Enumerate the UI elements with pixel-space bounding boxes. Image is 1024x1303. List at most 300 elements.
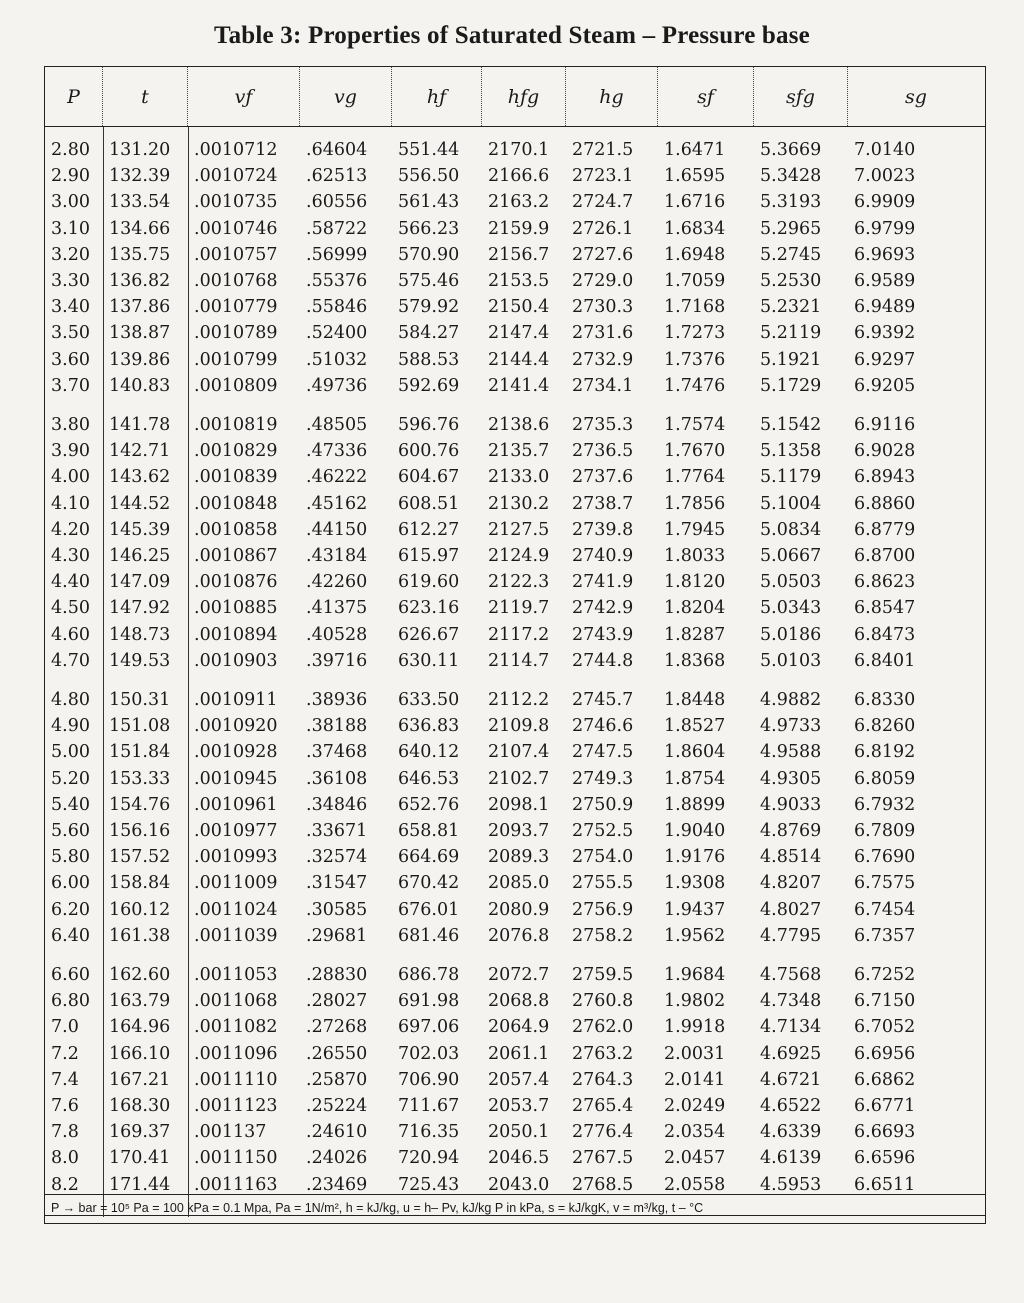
table-cell: 2768.5: [572, 1174, 634, 1195]
table-cell: 6.8330: [854, 690, 916, 710]
table-cell: 2736.5: [572, 441, 634, 462]
table-cell: .0010768: [194, 270, 278, 291]
table-body: [45, 127, 985, 1217]
table-cell: 6.7454: [854, 899, 916, 920]
table-cell: 2.0354: [664, 1122, 726, 1143]
table-cell: 132.39: [109, 166, 171, 187]
table-cell: 584.27: [398, 323, 460, 344]
table-cell: 1.6948: [664, 244, 726, 265]
table-cell: .0010819: [194, 415, 278, 435]
table-cell: .44150: [306, 519, 368, 540]
table-cell: 146.25: [109, 545, 171, 566]
table-row: [45, 792, 985, 818]
table-cell: 170.41: [109, 1148, 171, 1169]
table-cell: 6.8401: [854, 650, 916, 671]
table-cell: 6.8779: [854, 519, 916, 540]
table-cell: 2721.5: [572, 140, 634, 160]
table-cell: 4.80: [51, 690, 90, 710]
table-cell: 158.84: [109, 873, 171, 894]
table-cell: 2754.0: [572, 847, 634, 868]
table-row: [45, 1067, 985, 1093]
table-cell: .46222: [306, 467, 368, 488]
table-cell: 143.62: [109, 467, 171, 488]
table-cell: 2135.7: [488, 441, 550, 462]
table-cell: 1.7476: [664, 375, 726, 396]
table-cell: 6.6956: [854, 1043, 916, 1064]
table-cell: 2109.8: [488, 716, 550, 737]
table-header-row: [45, 67, 985, 127]
table-cell: 6.8860: [854, 493, 916, 514]
table-cell: .0010993: [194, 847, 278, 868]
table-cell: 2.90: [51, 166, 90, 187]
table-cell: 6.6596: [854, 1148, 916, 1169]
table-cell: 2764.3: [572, 1069, 634, 1090]
table-cell: 167.21: [109, 1069, 171, 1090]
table-cell: .0011068: [194, 991, 278, 1012]
table-cell: 141.78: [109, 415, 171, 435]
table-cell: 6.9589: [854, 270, 916, 291]
table-cell: 150.31: [109, 690, 171, 710]
table-cell: 2745.7: [572, 690, 634, 710]
table-cell: 5.0503: [760, 572, 822, 593]
table-cell: .28830: [306, 965, 368, 985]
table-cell: 4.7795: [760, 925, 822, 946]
table-cell: 640.12: [398, 742, 460, 763]
table-cell: 7.8: [51, 1122, 79, 1143]
table-row: [45, 1119, 985, 1145]
table-cell: 2767.5: [572, 1148, 634, 1169]
table-cell: 6.6693: [854, 1122, 916, 1143]
table-cell: 4.8514: [760, 847, 822, 868]
table-cell: 2760.8: [572, 991, 634, 1012]
table-cell: 1.8033: [664, 545, 726, 566]
table-cell: 2046.5: [488, 1148, 550, 1169]
table-cell: .28027: [306, 991, 368, 1012]
table-cell: 2776.4: [572, 1122, 634, 1143]
table-cell: .0011053: [194, 965, 278, 985]
table-cell: 2144.4: [488, 349, 550, 370]
table-cell: 5.1542: [760, 415, 822, 435]
table-cell: 2085.0: [488, 873, 550, 894]
table-row: [45, 320, 985, 346]
table-cell: .0011110: [194, 1069, 278, 1090]
table-cell: .56999: [306, 244, 368, 265]
table-cell: 2752.5: [572, 820, 634, 841]
table-cell: 2734.1: [572, 375, 634, 396]
table-cell: 2.0141: [664, 1069, 726, 1090]
table-cell: 2762.0: [572, 1017, 634, 1038]
table-cell: 6.20: [51, 899, 90, 920]
table-cell: 615.97: [398, 545, 460, 566]
table-cell: 3.10: [51, 218, 90, 239]
column-header: vƒ: [188, 67, 300, 126]
table-cell: 3.60: [51, 349, 90, 370]
table-cell: 681.46: [398, 925, 460, 946]
table-cell: 161.38: [109, 925, 171, 946]
table-cell: .0010735: [194, 192, 278, 213]
table-cell: .36108: [306, 768, 368, 789]
table-row: [45, 517, 985, 543]
table-row: [45, 268, 985, 294]
table-cell: 676.01: [398, 899, 460, 920]
table-cell: 6.60: [51, 965, 90, 985]
table-cell: 2159.9: [488, 218, 550, 239]
table-cell: 633.50: [398, 690, 460, 710]
table-cell: 144.52: [109, 493, 171, 514]
table-cell: 1.8899: [664, 794, 726, 815]
table-row: [45, 1145, 985, 1171]
table-row: [45, 648, 985, 674]
table-cell: 8.2: [51, 1174, 79, 1195]
table-cell: 4.8207: [760, 873, 822, 894]
table-cell: 592.69: [398, 375, 460, 396]
table-cell: .58722: [306, 218, 368, 239]
table-row: [45, 1093, 985, 1119]
table-cell: 6.8059: [854, 768, 916, 789]
table-cell: 5.2530: [760, 270, 822, 291]
table-cell: 5.2321: [760, 297, 822, 318]
table-cell: 652.76: [398, 794, 460, 815]
table-cell: 2098.1: [488, 794, 550, 815]
table-cell: 612.27: [398, 519, 460, 540]
row-group: [45, 137, 985, 399]
table-cell: 1.7059: [664, 270, 726, 291]
column-header: hg: [566, 67, 658, 126]
table-cell: .43184: [306, 545, 368, 566]
table-cell: 2130.2: [488, 493, 550, 514]
table-cell: 7.0140: [854, 140, 916, 160]
table-cell: .26550: [306, 1043, 368, 1064]
table-cell: 1.9918: [664, 1017, 726, 1038]
table-cell: 148.73: [109, 624, 171, 645]
table-row: [45, 962, 985, 988]
table-cell: 702.03: [398, 1043, 460, 1064]
table-row: [45, 713, 985, 739]
table-cell: 1.9040: [664, 820, 726, 841]
table-cell: 1.6716: [664, 192, 726, 213]
table-cell: 2749.3: [572, 768, 634, 789]
table-cell: 2089.3: [488, 847, 550, 868]
table-cell: 2756.9: [572, 899, 634, 920]
table-row: [45, 137, 985, 163]
table-cell: .0010911: [194, 690, 278, 710]
table-cell: 551.44: [398, 140, 460, 160]
table-cell: 3.70: [51, 375, 90, 396]
table-cell: 1.9684: [664, 965, 726, 985]
table-row: [45, 897, 985, 923]
table-cell: .60556: [306, 192, 368, 213]
table-cell: 4.9033: [760, 794, 822, 815]
table-cell: 5.80: [51, 847, 90, 868]
table-cell: 2741.9: [572, 572, 634, 593]
table-cell: 2742.9: [572, 598, 634, 619]
table-cell: .0011150: [194, 1148, 278, 1169]
table-cell: 596.76: [398, 415, 460, 435]
table-cell: 6.9297: [854, 349, 916, 370]
table-cell: 6.80: [51, 991, 90, 1012]
table-cell: 6.8943: [854, 467, 916, 488]
table-cell: 604.67: [398, 467, 460, 488]
table-row: [45, 870, 985, 896]
table-cell: 2141.4: [488, 375, 550, 396]
table-cell: 2737.6: [572, 467, 634, 488]
table-cell: 2163.2: [488, 192, 550, 213]
table-cell: 600.76: [398, 441, 460, 462]
table-cell: .0011082: [194, 1017, 278, 1038]
table-cell: 2.0249: [664, 1095, 726, 1116]
table-cell: 139.86: [109, 349, 171, 370]
table-cell: 2750.9: [572, 794, 634, 815]
table-cell: 720.94: [398, 1148, 460, 1169]
table-cell: 6.9028: [854, 441, 916, 462]
table-cell: .41375: [306, 598, 368, 619]
table-cell: .64604: [306, 140, 368, 160]
table-cell: 6.9693: [854, 244, 916, 265]
table-row: [45, 491, 985, 517]
table-cell: 4.30: [51, 545, 90, 566]
table-cell: 3.00: [51, 192, 90, 213]
table-cell: 1.9437: [664, 899, 726, 920]
table-cell: 1.9308: [664, 873, 726, 894]
table-cell: 636.83: [398, 716, 460, 737]
table-cell: 2727.6: [572, 244, 634, 265]
table-cell: .24610: [306, 1122, 368, 1143]
table-cell: 697.06: [398, 1017, 460, 1038]
column-header: sg: [905, 85, 927, 108]
table-cell: 163.79: [109, 991, 171, 1012]
table-cell: .0010724: [194, 166, 278, 187]
table-cell: 2057.4: [488, 1069, 550, 1090]
table-cell: 2.0031: [664, 1043, 726, 1064]
table-cell: 6.6511: [854, 1174, 916, 1195]
table-row: [45, 412, 985, 438]
table-cell: 4.6721: [760, 1069, 822, 1090]
table-cell: 2150.4: [488, 297, 550, 318]
table-cell: 2127.5: [488, 519, 550, 540]
table-cell: 556.50: [398, 166, 460, 187]
table-cell: 2759.5: [572, 965, 634, 985]
table-cell: .42260: [306, 572, 368, 593]
table-cell: .0010920: [194, 716, 278, 737]
table-cell: 1.7168: [664, 297, 726, 318]
table-cell: 2114.7: [488, 650, 550, 671]
table-cell: 6.7575: [854, 873, 916, 894]
table-cell: 2726.1: [572, 218, 634, 239]
table-cell: 2053.7: [488, 1095, 550, 1116]
table-cell: 1.9802: [664, 991, 726, 1012]
table-cell: 1.9562: [664, 925, 726, 946]
table-cell: .39716: [306, 650, 368, 671]
table-cell: .0011024: [194, 899, 278, 920]
table-row: [45, 818, 985, 844]
table-row: [45, 438, 985, 464]
table-cell: .55376: [306, 270, 368, 291]
table-cell: 4.9588: [760, 742, 822, 763]
row-group: [45, 412, 985, 674]
table-cell: 142.71: [109, 441, 171, 462]
table-cell: .0010867: [194, 545, 278, 566]
table-row: [45, 844, 985, 870]
table-cell: 7.0: [51, 1017, 79, 1038]
table-row: [45, 1041, 985, 1067]
table-cell: .0010789: [194, 323, 278, 344]
table-cell: 2758.2: [572, 925, 634, 946]
table-cell: 4.6139: [760, 1148, 822, 1169]
table-cell: 138.87: [109, 323, 171, 344]
table-cell: 140.83: [109, 375, 171, 396]
table-cell: 137.86: [109, 297, 171, 318]
table-row: [45, 622, 985, 648]
table-cell: 1.6471: [664, 140, 726, 160]
table-cell: 6.6862: [854, 1069, 916, 1090]
table-cell: 5.00: [51, 742, 90, 763]
table-cell: 3.50: [51, 323, 90, 344]
steam-table: [44, 66, 986, 1216]
table-cell: 2730.3: [572, 297, 634, 318]
table-cell: .48505: [306, 415, 368, 435]
table-cell: .33671: [306, 820, 368, 841]
table-cell: 5.0667: [760, 545, 822, 566]
table-cell: 3.30: [51, 270, 90, 291]
table-cell: 154.76: [109, 794, 171, 815]
table-cell: 1.8754: [664, 768, 726, 789]
table-cell: 6.9205: [854, 375, 916, 396]
table-cell: .30585: [306, 899, 368, 920]
table-cell: 1.8368: [664, 650, 726, 671]
table-cell: 164.96: [109, 1017, 171, 1038]
table-cell: 6.8260: [854, 716, 916, 737]
table-cell: 5.2965: [760, 218, 822, 239]
table-cell: 2076.8: [488, 925, 550, 946]
table-row: [45, 569, 985, 595]
table-cell: 646.53: [398, 768, 460, 789]
table-cell: 5.3193: [760, 192, 822, 213]
table-cell: 2738.7: [572, 493, 634, 514]
table-cell: 2724.7: [572, 192, 634, 213]
table-row: [45, 766, 985, 792]
table-cell: .0011009: [194, 873, 278, 894]
table-cell: 160.12: [109, 899, 171, 920]
table-cell: .0010876: [194, 572, 278, 593]
table-cell: 4.90: [51, 716, 90, 737]
table-cell: 8.0: [51, 1148, 79, 1169]
table-cell: 2138.6: [488, 415, 550, 435]
row-group: [45, 687, 985, 949]
table-cell: 162.60: [109, 965, 171, 985]
table-cell: 3.90: [51, 441, 90, 462]
table-cell: .0011096: [194, 1043, 278, 1064]
table-cell: .0010809: [194, 375, 278, 396]
table-cell: 6.00: [51, 873, 90, 894]
table-cell: 6.7357: [854, 925, 916, 946]
table-cell: .0010829: [194, 441, 278, 462]
table-cell: 6.9909: [854, 192, 916, 213]
table-row: [45, 1014, 985, 1040]
table-cell: .29681: [306, 925, 368, 946]
table-cell: 2147.4: [488, 323, 550, 344]
table-cell: 157.52: [109, 847, 171, 868]
table-cell: 2735.3: [572, 415, 634, 435]
table-cell: 4.9305: [760, 768, 822, 789]
table-cell: 136.82: [109, 270, 171, 291]
table-cell: 664.69: [398, 847, 460, 868]
table-cell: 147.92: [109, 598, 171, 619]
table-cell: 623.16: [398, 598, 460, 619]
table-row: [45, 543, 985, 569]
table-row: [45, 923, 985, 949]
table-cell: 1.8204: [664, 598, 726, 619]
table-cell: 1.7574: [664, 415, 726, 435]
table-cell: 169.37: [109, 1122, 171, 1143]
table-cell: 575.46: [398, 270, 460, 291]
table-cell: 5.60: [51, 820, 90, 841]
table-cell: 6.9799: [854, 218, 916, 239]
table-cell: 2102.7: [488, 768, 550, 789]
table-cell: 2.0558: [664, 1174, 726, 1195]
table-cell: 6.8623: [854, 572, 916, 593]
table-cell: 6.7690: [854, 847, 916, 868]
table-cell: 6.7150: [854, 991, 916, 1012]
table-cell: .45162: [306, 493, 368, 514]
table-cell: 7.2: [51, 1043, 79, 1064]
table-cell: 5.1921: [760, 349, 822, 370]
table-cell: 2755.5: [572, 873, 634, 894]
table-cell: 626.67: [398, 624, 460, 645]
table-cell: 2133.0: [488, 467, 550, 488]
table-cell: 168.30: [109, 1095, 171, 1116]
table-cell: 1.7764: [664, 467, 726, 488]
table-cell: .62513: [306, 166, 368, 187]
table-cell: 4.5953: [760, 1174, 822, 1195]
table-cell: 4.7348: [760, 991, 822, 1012]
table-row: [45, 988, 985, 1014]
table-cell: 2765.4: [572, 1095, 634, 1116]
table-cell: 4.50: [51, 598, 90, 619]
table-cell: 2080.9: [488, 899, 550, 920]
table-row: [45, 373, 985, 399]
table-cell: .31547: [306, 873, 368, 894]
table-cell: 4.6522: [760, 1095, 822, 1116]
table-cell: .001137: [194, 1122, 267, 1143]
table-cell: .32574: [306, 847, 368, 868]
table-cell: 1.6834: [664, 218, 726, 239]
row-group: [45, 962, 985, 1198]
table-cell: 6.6771: [854, 1095, 916, 1116]
table-cell: 570.90: [398, 244, 460, 265]
column-header: sƒg: [754, 67, 848, 126]
table-cell: 2122.3: [488, 572, 550, 593]
table-cell: .0010839: [194, 467, 278, 488]
table-cell: 5.0834: [760, 519, 822, 540]
table-cell: 619.60: [398, 572, 460, 593]
table-cell: .0011123: [194, 1095, 278, 1116]
table-cell: 2153.5: [488, 270, 550, 291]
table-cell: .0010977: [194, 820, 278, 841]
table-cell: 4.7134: [760, 1017, 822, 1038]
table-cell: 2068.8: [488, 991, 550, 1012]
table-cell: 6.8547: [854, 598, 916, 619]
table-cell: 4.8027: [760, 899, 822, 920]
table-cell: 147.09: [109, 572, 171, 593]
column-header: hƒg: [482, 67, 566, 126]
table-cell: 2743.9: [572, 624, 634, 645]
table-cell: 686.78: [398, 965, 460, 985]
table-cell: .0011163: [194, 1174, 278, 1195]
table-cell: 6.7052: [854, 1017, 916, 1038]
table-row: [45, 216, 985, 242]
table-cell: 3.20: [51, 244, 90, 265]
table-row: [45, 163, 985, 189]
